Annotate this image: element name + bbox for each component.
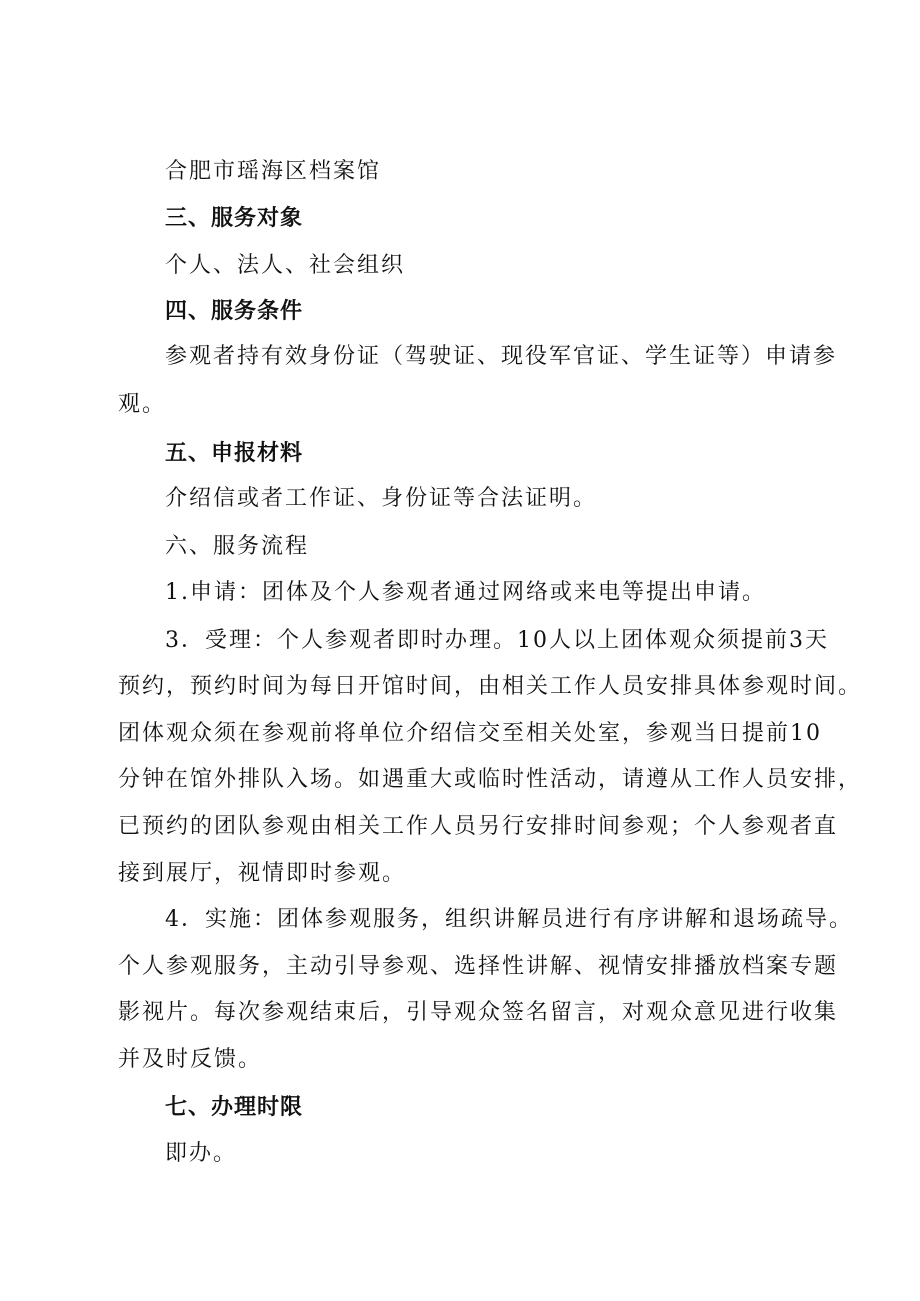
body-line: 预约，预约时间为每日开馆时间，由相关工作人员安排具体参观时间。 — [118, 674, 863, 699]
body-line: 介绍信或者工作证、身份证等合法证明。 — [165, 486, 598, 511]
body-line: 1.申请：团体及个人参观者通过网络或来电等提出申请。 — [165, 580, 766, 605]
body-line: 已预约的团队参观由相关工作人员另行安排时间参观；个人参观者直 — [118, 814, 839, 839]
section-heading: 四、服务条件 — [165, 299, 304, 324]
body-line: 影视片。每次参观结束后，引导观众签名留言，对观众意见进行收集 — [118, 1000, 839, 1025]
body-line: 合肥市瑶海区档案馆 — [165, 159, 382, 184]
body-line: 参观者持有效身份证（驾驶证、现役军官证、学生证等）申请参 — [165, 344, 838, 369]
body-line: 接到展厅，视情即时参观。 — [118, 861, 407, 886]
body-line: 4．实施：团体参观服务，组织讲解员进行有序讲解和退场疏导。 — [165, 907, 853, 932]
section-heading: 七、办理时限 — [165, 1095, 304, 1120]
body-line: 观。 — [118, 392, 167, 417]
section-heading: 五、申报材料 — [165, 441, 304, 466]
body-line: 并及时反馈。 — [118, 1047, 263, 1072]
section-heading-plain: 六、服务流程 — [165, 534, 310, 559]
body-line: 3．受理：个人参观者即时办理。10人以上团体观众须提前3天 — [165, 628, 829, 653]
body-line: 个人参观服务，主动引导参观、选择性讲解、视情安排播放档案专题 — [118, 954, 839, 979]
body-line: 个人、法人、社会组织 — [165, 253, 406, 278]
section-heading: 三、服务对象 — [165, 206, 304, 231]
body-line: 团体观众须在参观前将单位介绍信交至相关处室，参观当日提前10 — [118, 721, 822, 746]
body-line: 即办。 — [165, 1141, 238, 1166]
body-line: 分钟在馆外排队入场。如遇重大或临时性活动，请遵从工作人员安排， — [118, 767, 863, 792]
